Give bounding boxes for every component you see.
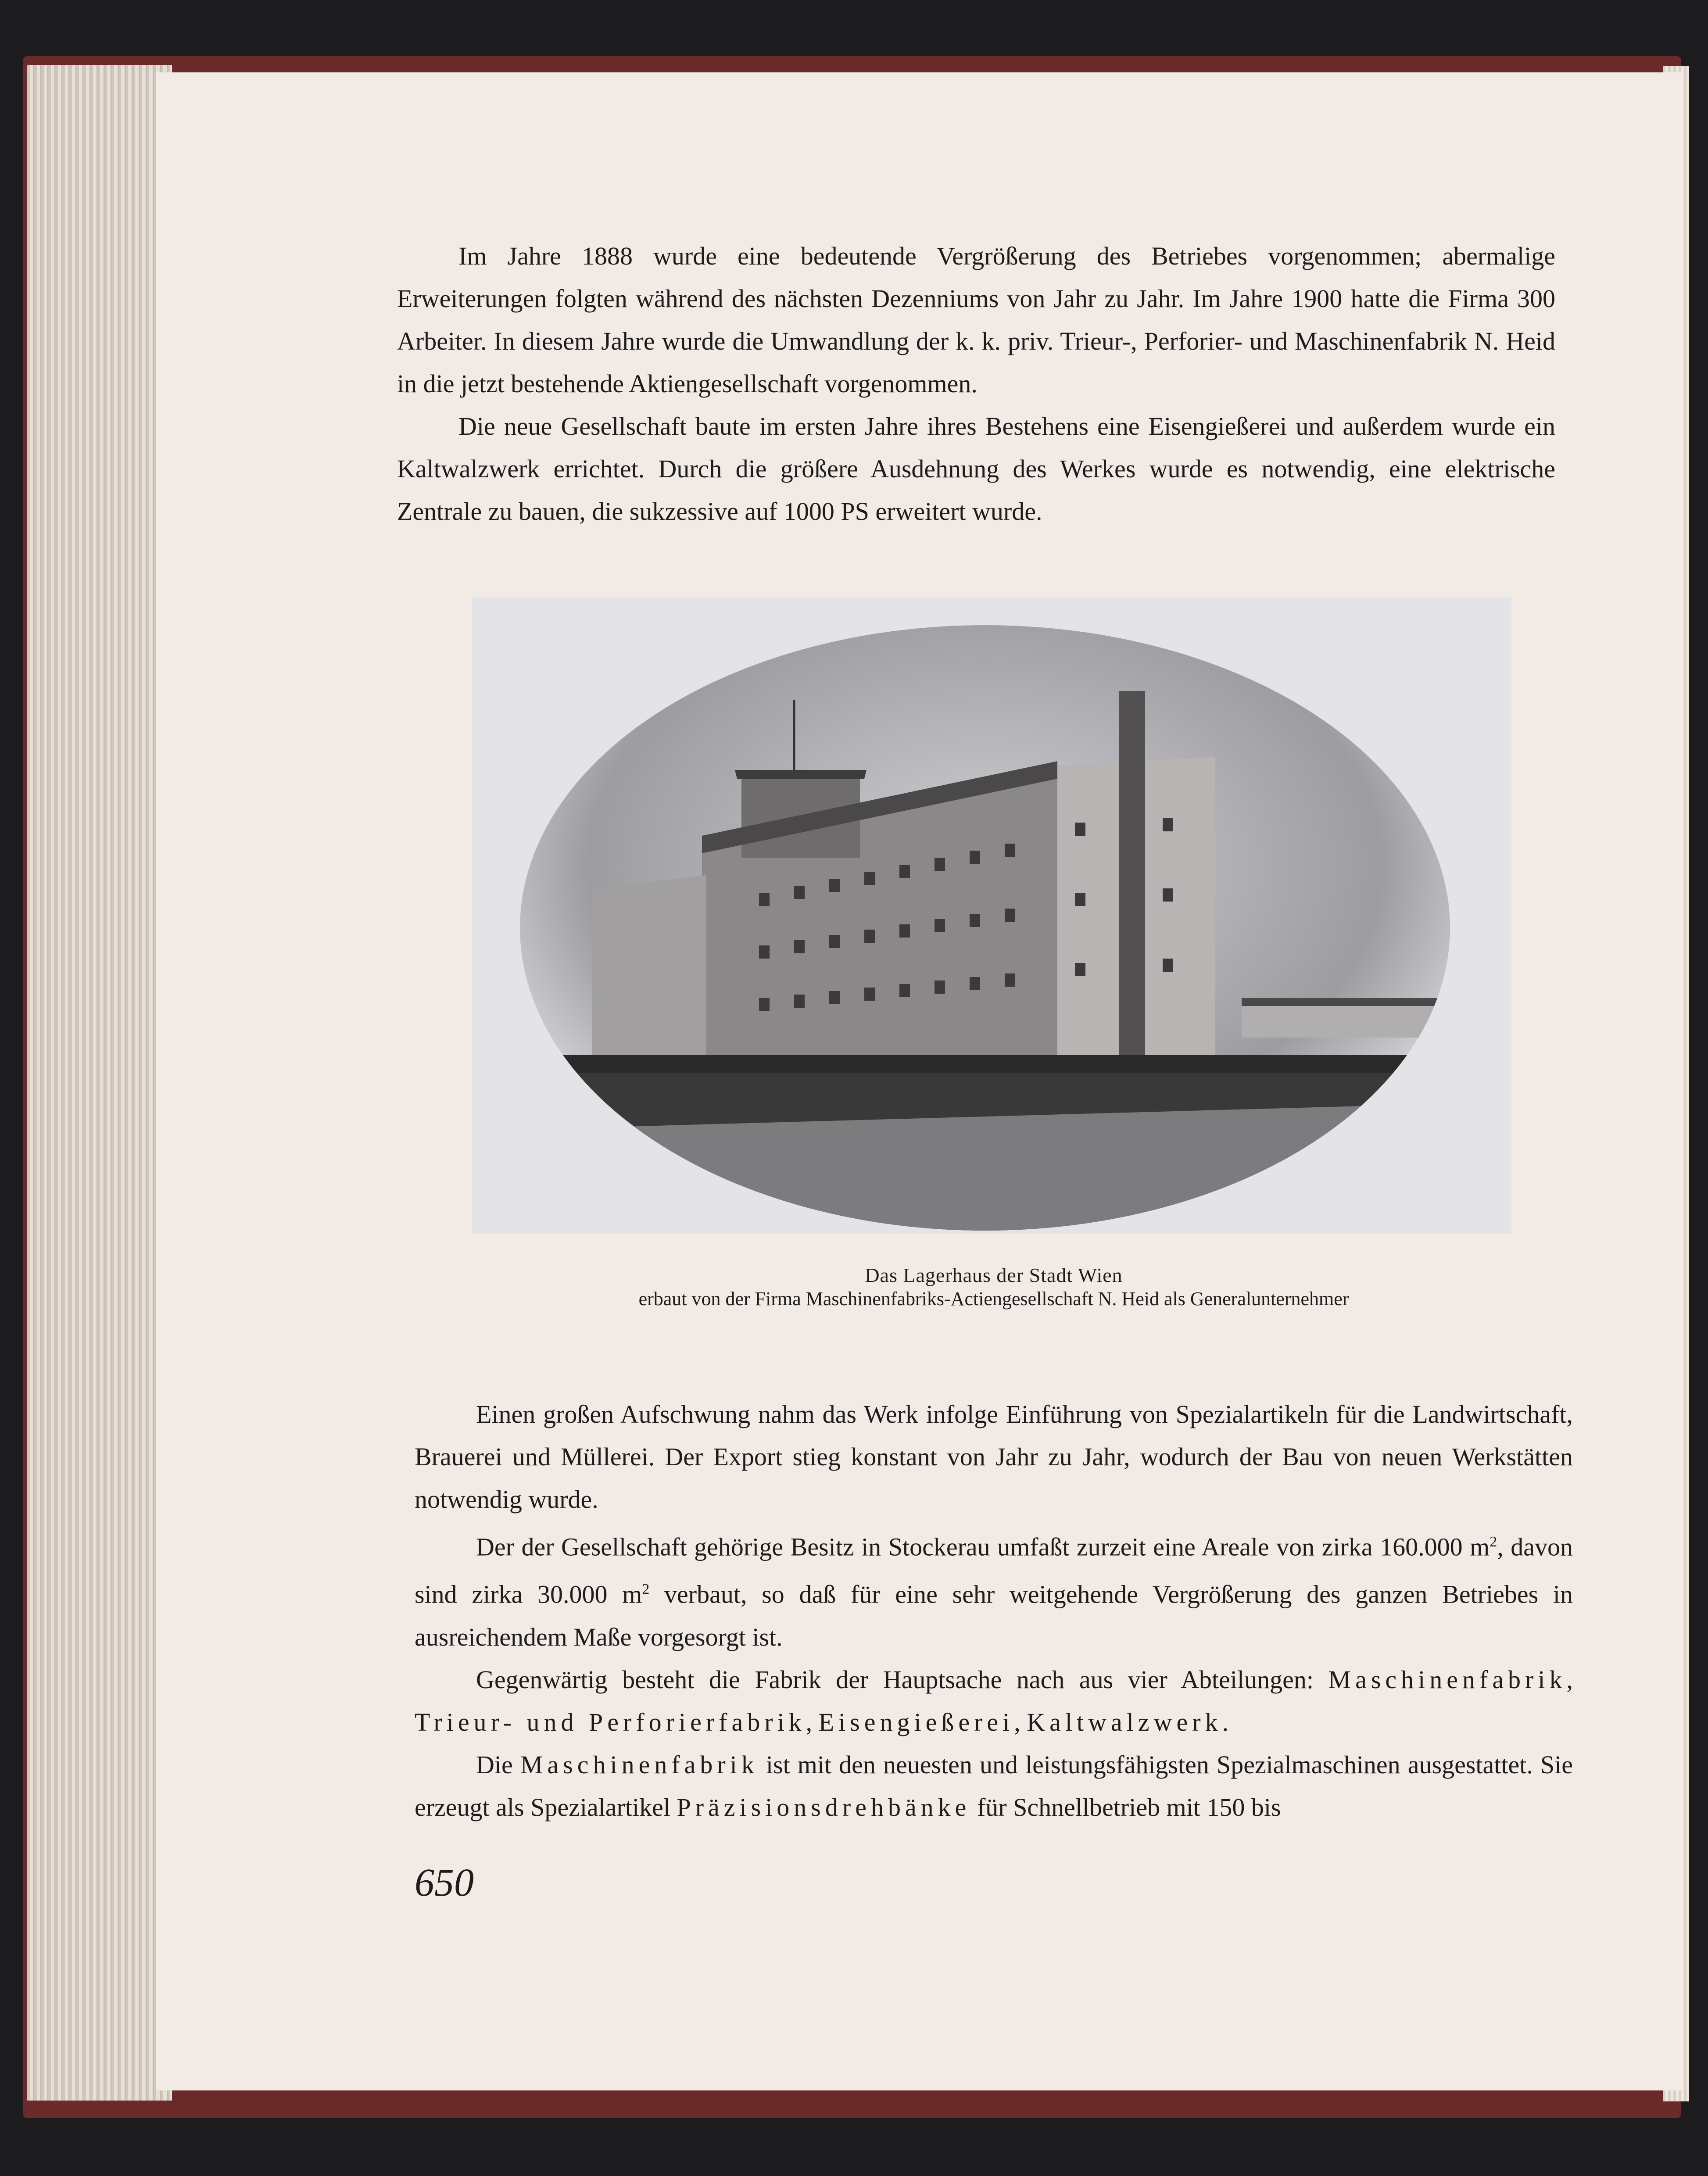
- paragraph-4: [415, 1521, 1573, 1658]
- superscript-2b: 2: [642, 1581, 650, 1598]
- p6-text-b: ist mit den neuesten und leistungsfähigsten Spezialmaschinen ausgestattet. Sie erzeugt als Spezialartikel: [415, 1750, 1573, 1822]
- figure-caption-title: Das Lagerhaus der Stadt Wien: [865, 1264, 1123, 1286]
- p6-maschinenfabrik: Maschinenfabrik: [520, 1750, 759, 1779]
- paragraph-3: Einen großen Aufschwung nahm das Werk infolge Einführung von Spezialartikeln für die Landwirtschaft, Brauerei und Müllerei. Der Export stieg konstant von Jahr zu Jahr, wodurch der Bau von neuen Werkstätten notwendig wurde.: [415, 1400, 1573, 1514]
- p6-praezisionsdrehbaenke: Präzisionsdrehbänke: [677, 1793, 971, 1822]
- page-number: 650: [415, 1861, 474, 1904]
- paragraph-1: Im Jahre 1888 wurde eine bedeutende Vergrößerung des Betriebes vorgenommen; abermalige Erweiterungen folgten während des nächsten Dezenniums von Jahr zu Jahr. Im Jahre 1900 hatte die Firma 300 Arbeiter. In diesem Jahre wurde die Umwandlung der k. k. priv. Trieur-, Perforier- und Maschinenfabrik N. Heid in die jetzt bestehende Aktiengesellschaft vorgenommen.: [397, 242, 1555, 398]
- superscript-2a: 2: [1490, 1534, 1497, 1550]
- p6-text-a: Die: [476, 1750, 520, 1779]
- paragraph-6: [415, 1743, 1573, 1829]
- p5-sep-1: ,: [1566, 1665, 1573, 1694]
- division-eisengiesserei: Eisengießerei: [818, 1707, 1014, 1736]
- p5-end: .: [1222, 1707, 1229, 1736]
- p5-sep-3: ,: [1014, 1707, 1027, 1736]
- figure-caption-subtitle: erbaut von der Firma Maschinenfabriks-Actiengesellschaft N. Heid als Generalunternehmer: [638, 1288, 1349, 1310]
- bottom-text: [415, 1393, 1573, 1829]
- p5-intro: Gegenwärtig besteht die Fabrik der Hauptsache nach aus vier Abteilungen:: [476, 1665, 1328, 1694]
- paragraph-5: [415, 1658, 1573, 1743]
- p5-sep-2: ,: [806, 1707, 819, 1736]
- p4-text-a: Der der Gesellschaft gehörige Besitz in Stockerau umfaßt zurzeit eine Areale von zirka 160.000 m: [476, 1532, 1490, 1561]
- warehouse-photo: [513, 612, 1457, 1246]
- p4-text-c: verbaut, so daß für eine sehr weitgehende Vergrößerung des ganzen Betriebes in ausreichendem Maße vorgesorgt ist.: [415, 1580, 1573, 1651]
- division-maschinenfabrik: Maschinenfabrik: [1328, 1665, 1567, 1694]
- division-kaltwalzwerk: Kaltwalzwerk: [1027, 1707, 1222, 1736]
- division-trieur-perforierfabrik: Trieur- und Perforierfabrik: [415, 1707, 806, 1736]
- top-text: [397, 235, 1555, 533]
- p6-text-c: für Schnellbetrieb mit 150 bis: [970, 1793, 1281, 1822]
- page-edges: [27, 65, 172, 2101]
- p4-text-b: , davon sind zirka 30.000 m: [415, 1532, 1573, 1609]
- paragraph-2: Die neue Gesellschaft baute im ersten Jahre ihres Bestehens eine Eisengießerei und außerdem wurde ein Kaltwalzwerk errichtet. Durch die größere Ausdehnung des Werkes wurde es notwendig, eine elektrische Zentrale zu bauen, die sukzessive auf 1000 PS erweitert wurde.: [397, 412, 1555, 526]
